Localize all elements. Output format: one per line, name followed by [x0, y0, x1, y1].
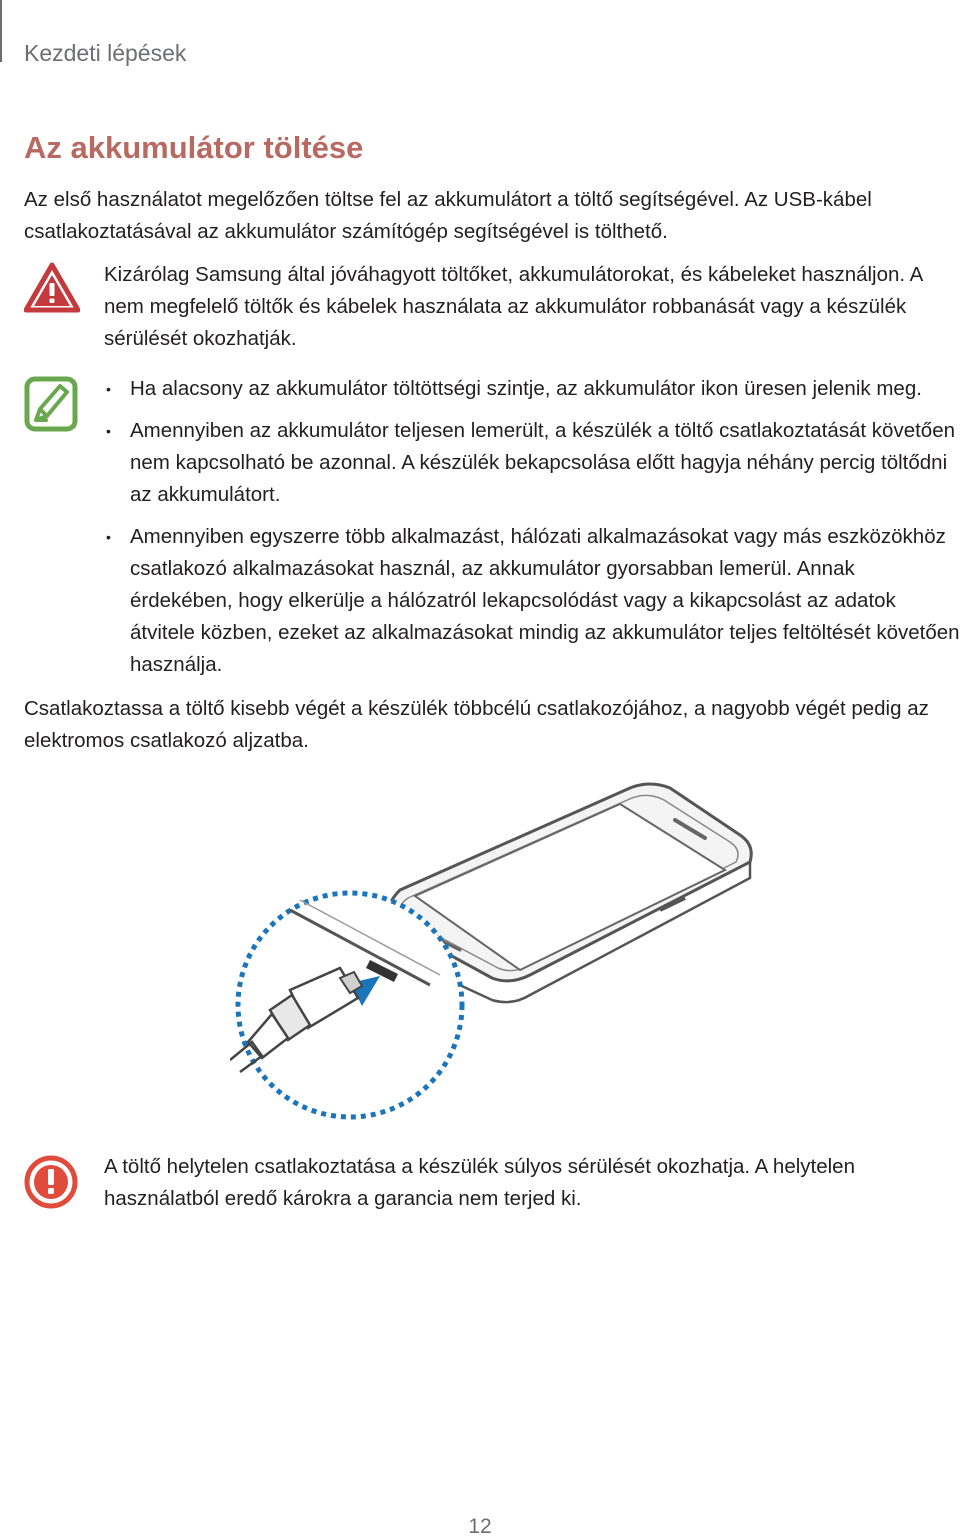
intro-paragraph: Az első használatot megelőzően töltse fel az akkumulátort a töltő segítségével. Az USB-kábel csatlakoztatásával az akkumulátor számítógép segítségével is tölthető.: [24, 188, 872, 243]
phone-charging-illustration: [230, 780, 770, 1130]
caution-exclamation-icon: [24, 1155, 78, 1209]
list-item: [104, 373, 960, 405]
note-pencil-icon: [24, 376, 78, 432]
bullet-dot: •: [106, 423, 111, 439]
note-list: [104, 373, 960, 691]
note-item-text: Amennyiben az akkumulátor teljesen lemerült, a készülék a töltő csatlakoztatását követően nem kapcsolható be azonnal. A készülék bekapcsolása előtt hagyja néhány percig töltődni az akkumulátort.: [130, 419, 955, 506]
section-header: Kezdeti lépések: [24, 40, 187, 66]
warning-text: Kizárólag Samsung által jóváhagyott töltőket, akkumulátorokat, és kábeleket használjon. A nem megfelelő töltők és kábelek használata az akkumulátor robbanását vagy a készülék sérülését okozhatják.: [104, 263, 923, 350]
side-rule: [0, 0, 2, 62]
caution-text: A töltő helytelen csatlakoztatása a készülék súlyos sérülését okozhatja. A helytelen használatból eredő károkra a garancia nem terjed ki.: [104, 1155, 855, 1210]
bullet-dot: •: [106, 381, 111, 397]
note-item-text: Amennyiben egyszerre több alkalmazást, hálózati alkalmazásokat vagy más eszközökhöz csatlakozó alkalmazásokat használ, az akkumulátor gyorsabban lemerül. Annak érdekében, hogy elkerülje a hálózatról lekapcsolódást vagy a kikapcsolást az adatok átvitele közben, ezeket az alkalmazásokat mindig az akkumulátor teljes feltöltését követően használja.: [130, 525, 960, 676]
page-number: 12: [468, 1515, 492, 1538]
list-item: [104, 415, 960, 511]
list-item: [104, 521, 960, 681]
page-title: Az akkumulátor töltése: [24, 130, 364, 165]
instruction-paragraph: Csatlakoztassa a töltő kisebb végét a készülék többcélú csatlakozójához, a nagyobb végét pedig az elektromos csatlakozó aljzatba.: [24, 697, 929, 752]
bullet-dot: •: [106, 529, 111, 545]
warning-triangle-icon: [24, 262, 80, 314]
note-item-text: Ha alacsony az akkumulátor töltöttségi szintje, az akkumulátor ikon üresen jelenik meg.: [130, 377, 922, 400]
